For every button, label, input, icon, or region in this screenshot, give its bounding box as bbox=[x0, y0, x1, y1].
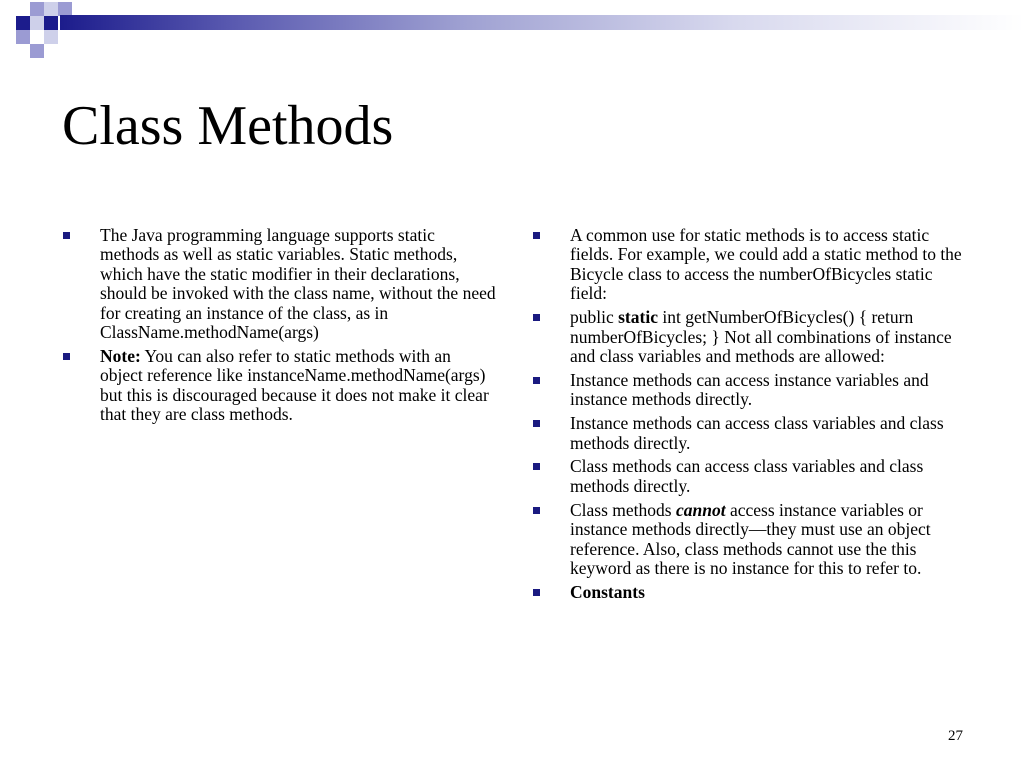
header-gradient-band bbox=[60, 15, 1024, 30]
square-bullet-icon bbox=[533, 232, 540, 239]
list-item bbox=[62, 226, 498, 342]
square-bullet-icon bbox=[533, 589, 540, 596]
list-item bbox=[532, 414, 964, 453]
bullet-text: A common use for static methods is to access static fields. For example, we could add a static method to the Bicycle class to access the numberOfBicycles static field: bbox=[570, 225, 962, 304]
bullet-keyword-static: static bbox=[618, 307, 658, 328]
left-bullet-list bbox=[62, 226, 498, 429]
square-bullet-icon bbox=[533, 314, 540, 321]
slide-title: Class Methods bbox=[62, 95, 394, 157]
bullet-heading-constants: Constants bbox=[570, 581, 645, 602]
square-bullet-icon bbox=[533, 507, 540, 514]
right-bullet-list bbox=[532, 226, 964, 607]
square-bullet-icon bbox=[533, 377, 540, 384]
square-bullet-icon bbox=[63, 353, 70, 360]
bullet-text: Class methods bbox=[570, 499, 676, 520]
list-item bbox=[532, 371, 964, 410]
bullet-text: Instance methods can access instance variables and instance methods directly. bbox=[570, 369, 929, 410]
list-item bbox=[532, 583, 964, 602]
square-bullet-icon bbox=[533, 463, 540, 470]
list-item bbox=[532, 308, 964, 366]
bullet-text: The Java programming language supports static methods as well as static variables. Static methods, which have the static modifier in their declarations, should be invoked with the class name, without the need for creating an instance of the class, as in ClassName.methodName(args) bbox=[100, 225, 496, 343]
list-item bbox=[532, 501, 964, 579]
list-item bbox=[62, 347, 498, 425]
bullet-strong: Note: bbox=[100, 345, 141, 366]
bullet-text: You can also refer to static methods with an object reference like instanceName.methodName(args) but this is discouraged because it does not make it clear that they are class methods. bbox=[100, 345, 489, 425]
bullet-text: int getNumberOfBicycles() { return numberOfBicycles; } Not all combinations of instance and class variables and methods are allowed: bbox=[570, 307, 952, 366]
bullet-text: Class methods can access class variables and class methods directly. bbox=[570, 456, 924, 496]
page-number: 27 bbox=[948, 728, 963, 744]
square-bullet-icon bbox=[63, 232, 70, 239]
list-item bbox=[532, 457, 964, 496]
bullet-text: Instance methods can access class variables and class methods directly. bbox=[570, 413, 944, 453]
bullet-text: access instance variables or instance methods directly—they must use an object reference. Also, class methods cannot use the this keyword as there is no instance for this to refer to. bbox=[570, 499, 931, 578]
bullet-emphasis-cannot: cannot bbox=[675, 499, 726, 520]
square-bullet-icon bbox=[533, 420, 540, 427]
list-item bbox=[532, 226, 964, 304]
bullet-text: public bbox=[570, 307, 619, 328]
